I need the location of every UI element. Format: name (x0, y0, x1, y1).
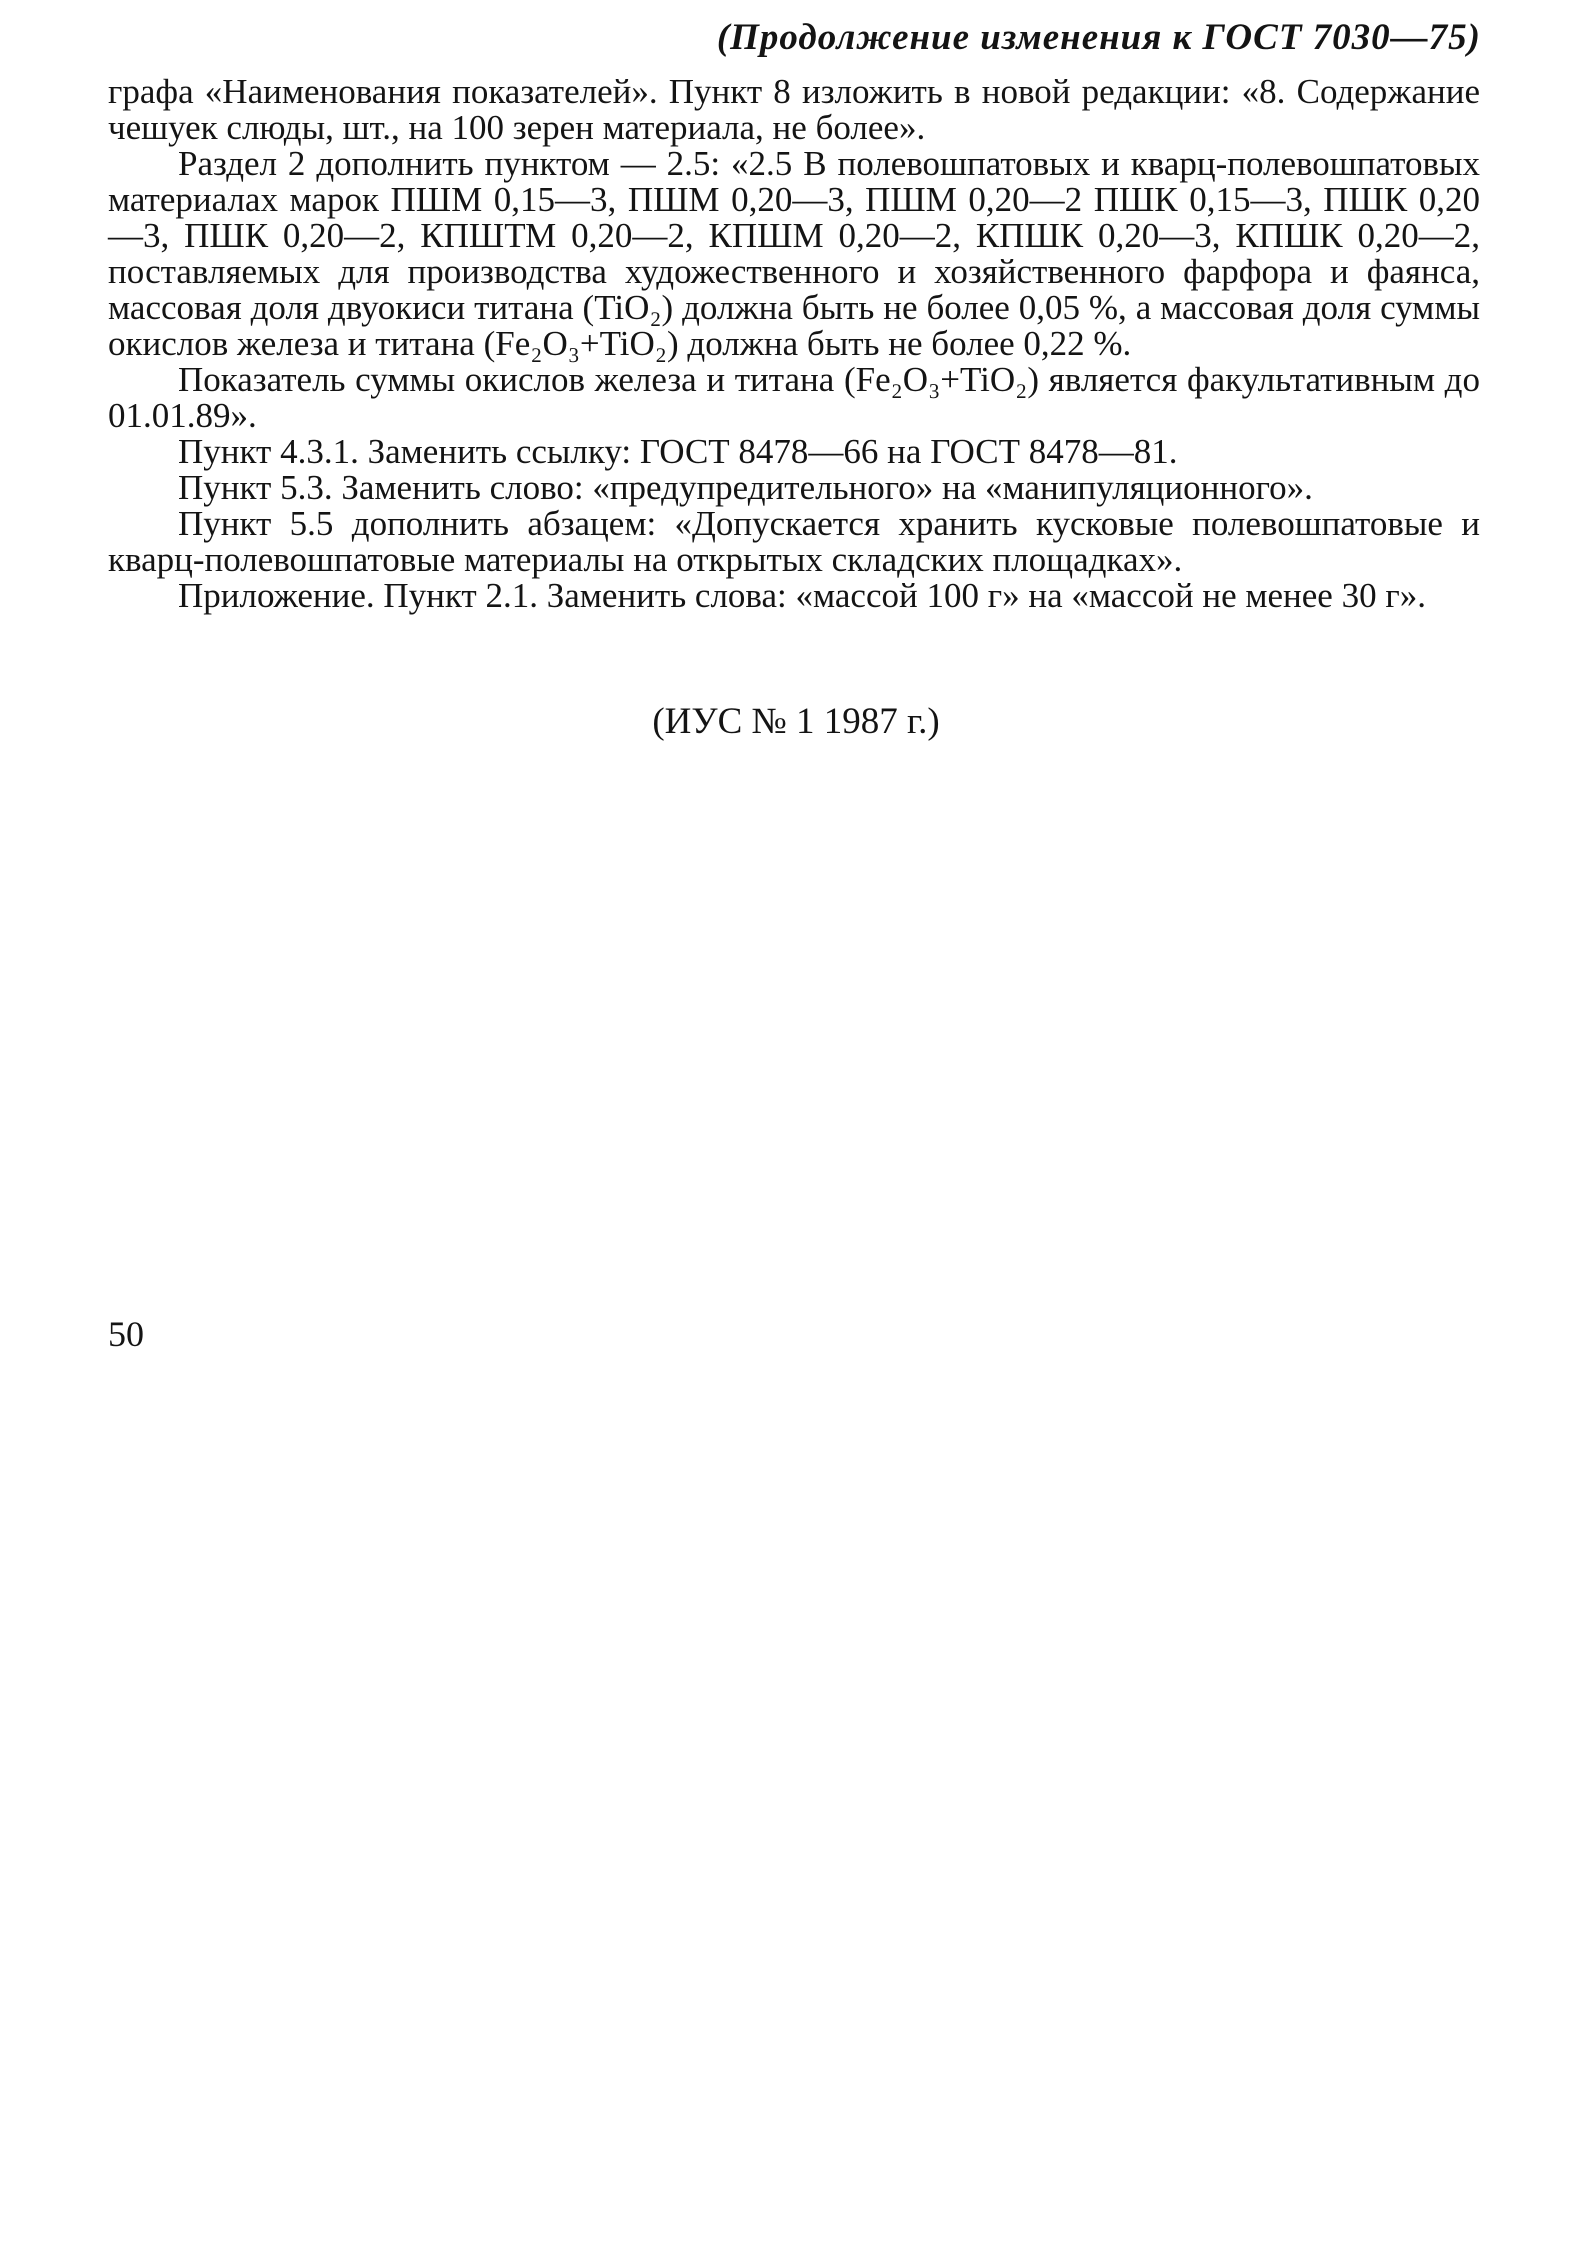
paragraph-section-2: Раздел 2 дополнить пунктом — 2.5: «2.5 В полевошпатовых и кварц-полевошпатовых материалах марок ПШМ 0,15—3, ПШМ 0,20—3, ПШМ 0,20—2 ПШК 0,15—3, ПШК 0,20—3, ПШК 0,20—2, КПШТМ 0,20—2, КПШМ 0,20—2, КПШК 0,20—3, КПШК 0,20—2, поставляемых для производства художественного и хозяйственного фарфора и фаянса, массовая доля двуокиси титана (TiO₂) должна быть не более 0,05 %, а массовая доля суммы окислов железа и титана (Fe₂O₃+TiO₂) должна быть не более 0,22 %. (108, 144, 1480, 363)
paragraph-item-4-3-1: Пункт 4.3.1. Заменить ссылку: ГОСТ 8478—66 на ГОСТ 8478—81. (178, 432, 1178, 471)
paragraph-continuation: графа «Наименования показателей». Пункт 8 изложить в новой редакции: «8. Содержание чешуек слюды, шт., на 100 зерен материала, не более». (108, 72, 1480, 147)
paragraph-item-5-3: Пункт 5.3. Заменить слово: «предупредительного» на «манипуляционного». (178, 468, 1313, 507)
page-number: 50 (108, 1314, 144, 1354)
continuation-header: (Продолжение изменения к ГОСТ 7030—75) (716, 17, 1481, 58)
paragraph-appendix: Приложение. Пункт 2.1. Заменить слова: «массой 100 г» на «массой не менее 30 г». (178, 576, 1426, 615)
paragraph-indicator: Показатель суммы окислов железа и титана (Fe₂O₃+TiO₂) является факультативным до 01.01.89». (108, 360, 1480, 435)
document-body (108, 74, 1480, 614)
ius-reference: (ИУС № 1 1987 г.) (652, 701, 940, 742)
paragraph-item-5-5: Пункт 5.5 дополнить абзацем: «Допускается хранить кусковые полевошпатовые и кварц-полевошпатовые материалы на открытых складских площадках». (108, 504, 1480, 579)
